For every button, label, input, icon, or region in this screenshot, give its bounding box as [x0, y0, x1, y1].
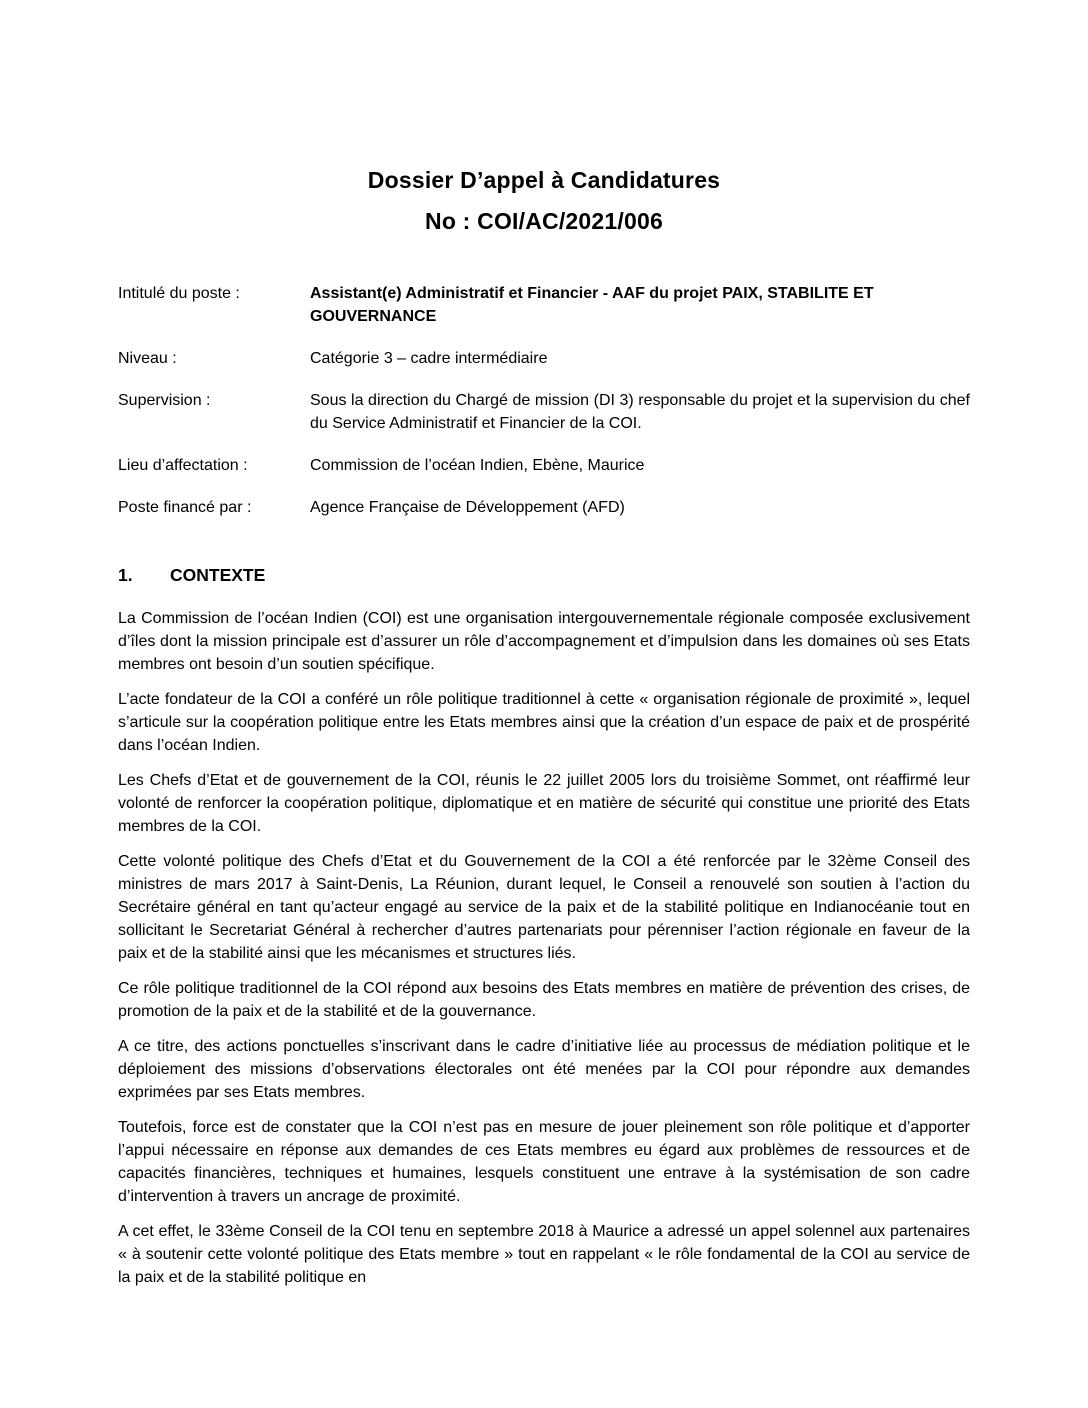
- field-value-intitule: Assistant(e) Administratif et Financier - AAF du projet PAIX, STABILITE ET GOUVERNANCE: [310, 285, 874, 325]
- field-label-intitule: Intitulé du poste :: [118, 285, 240, 302]
- field-label-lieu: Lieu d’affectation :: [118, 457, 248, 474]
- paragraph-3: Les Chefs d’Etat et de gouvernement de la COI, réunis le 22 juillet 2005 lors du troisième Sommet, ont réaffirmé leur volonté de renforcer la coopération politique, diplomatique et en matière de sécurité qui constitue une priorité des Etats membres de la COI.: [118, 772, 970, 835]
- document-number: No : COI/AC/2021/006: [425, 208, 663, 234]
- field-label-niveau: Niveau :: [118, 350, 177, 367]
- field-value-financement: Agence Française de Développement (AFD): [310, 499, 625, 516]
- section-title: CONTEXTE: [170, 565, 266, 585]
- paragraph-7: Toutefois, force est de constater que la COI n’est pas en mesure de jouer pleinement son rôle politique et d’apporter l’appui nécessaire en réponse aux demandes de ces Etats membres eu égard aux problèmes de ressources et de capacités financières, techniques et humaines, lesquels constituent une entrave à la systémisation de son cadre d’intervention à travers un ancrage de proximité.: [118, 1119, 970, 1205]
- paragraph-1: La Commission de l’océan Indien (COI) est une organisation intergouvernementale régionale composée exclusivement d’îles dont la mission principale est d’assurer un rôle d’accompagnement et d’impulsion dans les domaines où ses Etats membres ont besoin d’un soutien spécifique.: [118, 610, 970, 673]
- document-header: [118, 166, 970, 235]
- field-value-supervision: Sous la direction du Chargé de mission (DI 3) responsable du projet et la supervision du chef du Service Administratif et Financier de la COI.: [310, 392, 970, 432]
- field-row-intitule: [118, 282, 970, 328]
- paragraph-4: Cette volonté politique des Chefs d’Etat et du Gouvernement de la COI a été renforcée par le 32ème Conseil des ministres de mars 2017 à Saint-Denis, La Réunion, durant lequel, le Conseil a renouvelé son soutien à l’action du Secrétaire général en tant qu’acteur engagé au service de la paix et de la stabilité politique en Indianocéanie tout en sollicitant le Secretariat Général à rechercher d’autres partenariats pour pérenniser l’action régionale en faveur de la paix et de la stabilité ainsi que les mécanismes et structures liés.: [118, 853, 970, 962]
- field-label-financement: Poste financé par :: [118, 499, 252, 516]
- section-number: 1.: [118, 565, 133, 585]
- field-row-lieu: [118, 454, 970, 477]
- field-value-lieu: Commission de l’océan Indien, Ebène, Maurice: [310, 457, 645, 474]
- field-row-financement: [118, 496, 970, 519]
- paragraph-5: Ce rôle politique traditionnel de la COI répond aux besoins des Etats membres en matière de prévention des crises, de promotion de la paix et de la stabilité et de la gouvernance.: [118, 980, 970, 1020]
- job-summary-fields: [118, 282, 970, 519]
- paragraph-6: A ce titre, des actions ponctuelles s’inscrivant dans le cadre d’initiative liée au processus de médiation politique et le déploiement des missions d’observations électorales ont été menées par la COI pour répondre aux demandes exprimées par ses Etats membres.: [118, 1038, 970, 1101]
- document-title: Dossier D’appel à Candidatures: [367, 167, 721, 193]
- field-row-niveau: [118, 347, 970, 370]
- field-label-supervision: Supervision :: [118, 392, 211, 409]
- paragraph-8: A cet effet, le 33ème Conseil de la COI tenu en septembre 2018 à Maurice a adressé un appel solennel aux partenaires « à soutenir cette volonté politique des Etats membre » tout en rappelant « le rôle fondamental de la COI au service de la paix et de la stabilité politique en: [118, 1223, 970, 1286]
- field-value-niveau: Catégorie 3 – cadre intermédiaire: [310, 350, 548, 367]
- section-heading-contexte: [118, 565, 970, 586]
- field-row-supervision: [118, 389, 970, 435]
- paragraph-2: L’acte fondateur de la COI a conféré un rôle politique traditionnel à cette « organisation régionale de proximité », lequel s’articule sur la coopération politique entre les Etats membres ainsi que la création d’un espace de paix et de prospérité dans l’océan Indien.: [118, 691, 970, 754]
